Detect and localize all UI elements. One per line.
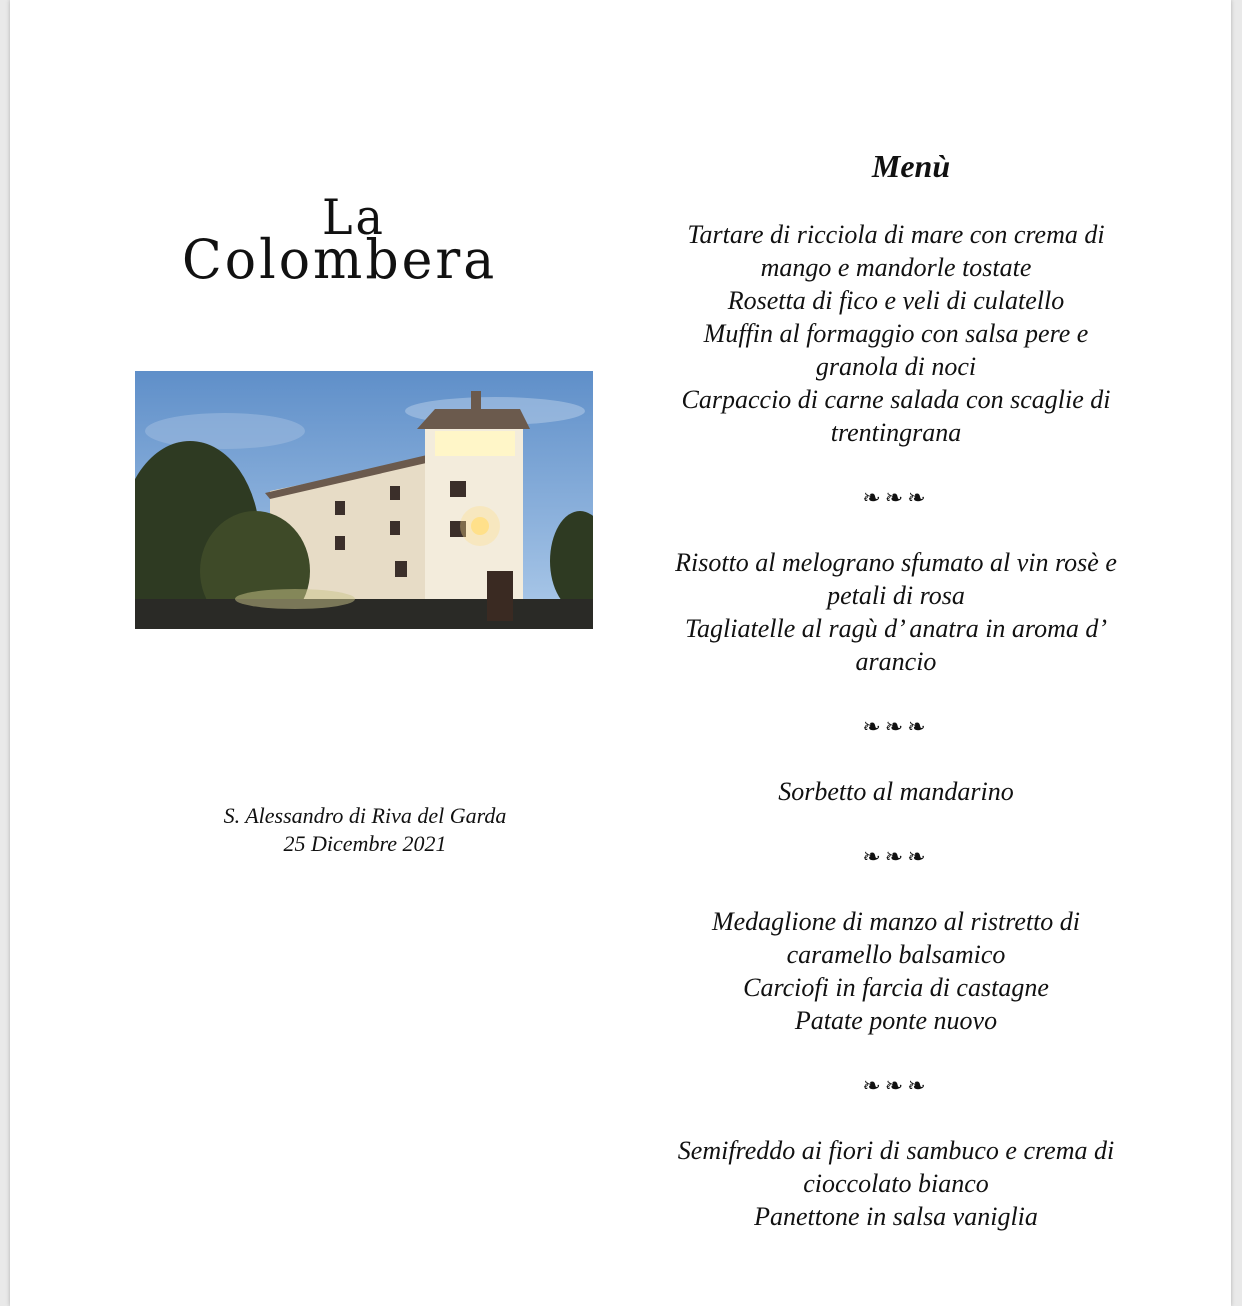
date-text: 25 Dicembre 2021 xyxy=(283,831,447,856)
menu-page xyxy=(10,0,1231,1306)
menu-line: arancio xyxy=(855,647,937,676)
logo-line-2: Colombera xyxy=(182,228,498,292)
menu-line: Sorbetto al mandarino xyxy=(778,777,1014,806)
menu-line: cioccolato bianco xyxy=(803,1169,989,1198)
menu-title: Menù xyxy=(871,148,951,184)
menu-line: Tagliatelle al ragù d’ anatra in aroma d’ xyxy=(684,614,1108,643)
ornament-separator: ❧❧❧ xyxy=(862,1073,930,1098)
course-section xyxy=(650,218,1142,449)
location-text: S. Alessandro di Riva del Garda xyxy=(223,803,507,828)
menu-line: Risotto al melograno sfumato al vin rosè e xyxy=(675,548,1117,577)
restaurant-logo xyxy=(182,190,542,290)
menu-line: Semifreddo ai fiori di sambuco e crema di xyxy=(677,1136,1115,1165)
menu-line: Patate ponte nuovo xyxy=(794,1006,998,1035)
ornament-separator: ❧❧❧ xyxy=(862,714,930,739)
menu-line: mango e mandorle tostate xyxy=(760,253,1032,282)
menu-line: Carciofi in farcia di castagne xyxy=(743,973,1049,1002)
menu-line: Panettone in salsa vaniglia xyxy=(754,1202,1038,1231)
menu-line: Muffin al formaggio con salsa pere e xyxy=(703,319,1089,348)
location-date-block xyxy=(160,802,570,858)
menu-column xyxy=(650,142,1142,1233)
menu-line: Tartare di ricciola di mare con crema di xyxy=(687,220,1105,249)
course-section xyxy=(650,1134,1142,1233)
menu-line: Carpaccio di carne salada con scaglie di xyxy=(681,385,1111,414)
menu-line: caramello balsamico xyxy=(786,940,1006,969)
menu-line: Medaglione di manzo al ristretto di xyxy=(711,907,1081,936)
ornament-separator: ❧❧❧ xyxy=(862,485,930,510)
restaurant-photo xyxy=(135,371,593,629)
ornament-separator: ❧❧❧ xyxy=(862,844,930,869)
menu-line: Rosetta di fico e veli di culatello xyxy=(727,286,1065,315)
menu-line: petali di rosa xyxy=(827,581,965,610)
course-section xyxy=(650,905,1142,1037)
menu-line: granola di noci xyxy=(815,352,977,381)
menu-line: trentingrana xyxy=(830,418,962,447)
logo-line-1: La xyxy=(322,188,386,246)
course-section xyxy=(650,775,1142,808)
course-section xyxy=(650,546,1142,678)
